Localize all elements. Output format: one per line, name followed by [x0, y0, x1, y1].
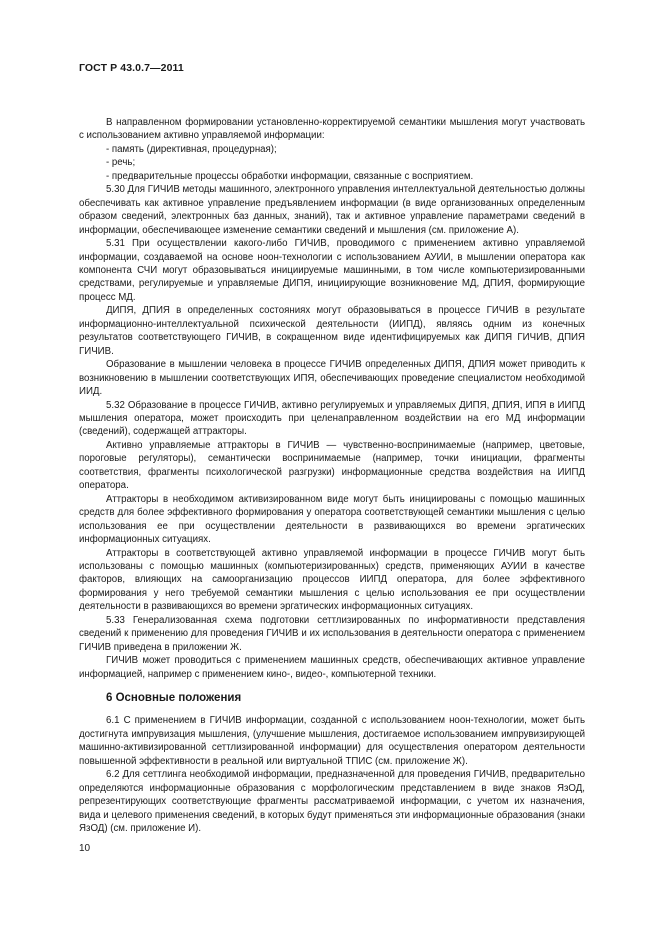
paragraph-attractors-initiated: Аттракторы в необходимом активизированном виде могут быть инициированы с помощью машинных средств для более эффективного формирования у оператора соответствующей семантики мышления с целью использования ее при осуществлении деятельности в развивающихся во времени эргатических информационных ситуациях. [79, 493, 585, 546]
paragraph-5-33: 5.33 Генерализованная схема подготовки сеттлизированных по информативности представления сведений к применению для проведения ГИЧИВ и их использования в деятельности оператора с применением ГИЧИВ приведена в приложении Ж. [79, 614, 585, 653]
paragraph-machine-means: ГИЧИВ может проводиться с применением машинных средств, обеспечивающих активное управление информацией, например с применением кино-, видео-, компьютерной техники. [79, 655, 585, 680]
paragraph-attractors-active: Активно управляемые аттракторы в ГИЧИВ — чувственно-воспринимаемые (например, цветовые, пороговые регуляторы), семантически воспринимаемые (например, точки инициации, фрагменты соответствия, фрагменты психологической разгрузки) информационные средства воздействия на ИИПД оператора. [79, 439, 585, 492]
section-heading: 6 Основные положения [106, 692, 242, 705]
paragraph-formation: Образование в мышлении человека в процессе ГИЧИВ определенных ДИПЯ, ДПИЯ может приводить к возникновению в мышлении соответствующих ИПЯ, обеспечивающих проведение специалистом необходимой ИИД. [79, 359, 585, 398]
paragraph-5-31: 5.31 При осуществлении какого-либо ГИЧИВ, проводимого с применением активно управляемой информации, создаваемой на основе ноон-технологии с использованием АУИИ, в мышлении оператора как компонента СЧИ могут образовываться инициируемые машинными, в том числе компьютеризированными средствами, регулируемые и управляемые ДИПЯ, инициирующие возникновение МД, ДПИЯ, формирующие процесс МД. [79, 238, 585, 303]
paragraph-6-1: 6.1 С применением в ГИЧИВ информации, созданной с использованием ноон-технологии, может быть достигнута импрувизация мышления, (улучшение мышления, достигаемое использованием импрувизирующей машинно-активизированной сеттлизированной информации) для осуществления оператором деятельности повышенной эффективности в реальной или виртуальной ТПИС (см. приложение Ж). [79, 715, 585, 767]
page-number: 10 [79, 843, 91, 854]
paragraph-6-2: 6.2 Для сеттлинга необходимой информации, предназначенной для проведения ГИЧИВ, предварительно определяются информационные образования с морфологическим представлением в виде знаков ЯзОД, репрезентирующих соответствующие фрагменты рассматриваемой информации, с учетом их назначения, вида и целевого применения сведений, в которых будут применяться эти информационные образования (знаки ЯзОД) (см. приложение И). [79, 769, 585, 835]
paragraph-5-30: 5.30 Для ГИЧИВ методы машинного, электронного управления интеллектуальной деятельностью должны обеспечивать как активное управление предъявлением информации (в виде организованных определенным образом сведений, электронных баз данных, знаний), так и активное управление параметрами сведений в информации, обеспечивающее изменение семантики сведений и мышления (см. приложение А). [79, 184, 585, 236]
paragraph-attractors-used: Аттракторы в соответствующей активно управляемой информации в процессе ГИЧИВ могут быть использованы с помощью машинных (компьютеризированных) средств, применяющих АУИИ в качестве факторов, влияющих на самоорганизацию процессов ИИПД оператора, для более эффективного формирования у него требуемой семантики мышления с целью использования ее при осуществлении деятельности в развивающихся во времени эргатических информационных ситуациях. [79, 547, 585, 613]
document-header: ГОСТ Р 43.0.7—2011 [79, 62, 184, 74]
list-item: - память (директивная, процедурная); [106, 143, 277, 155]
paragraph-dipya: ДИПЯ, ДПИЯ в определенных состояниях могут образовываться в процессе ГИЧИВ в результате информационно-интеллектуальной психической деятельности (ИИПД), являясь одним из конечных результатов соответствующего ГИЧИВ, в сокращенном виде идентифицируемых как ДИПЯ ГИЧИВ, ДПИЯ ГИЧИВ. [79, 305, 585, 357]
memory-list [79, 143, 585, 183]
list-item: - предварительные процессы обработки информации, связанные с восприятием. [106, 170, 474, 182]
intro-paragraph: В направленном формировании установленно-корректируемой семантики мышления могут участвовать с использованием активно управляемой информации: [79, 117, 585, 142]
document-body [79, 116, 585, 836]
list-item: - речь; [106, 157, 136, 169]
paragraph-5-32: 5.32 Образование в процессе ГИЧИВ, активно регулируемых и управляемых ДИПЯ, ДПИЯ, ИПЯ в ИИПД мышления оператора, может происходить при целенаправленном воздействии на его МД информации (сведений), содержащей аттракторы. [79, 399, 585, 438]
